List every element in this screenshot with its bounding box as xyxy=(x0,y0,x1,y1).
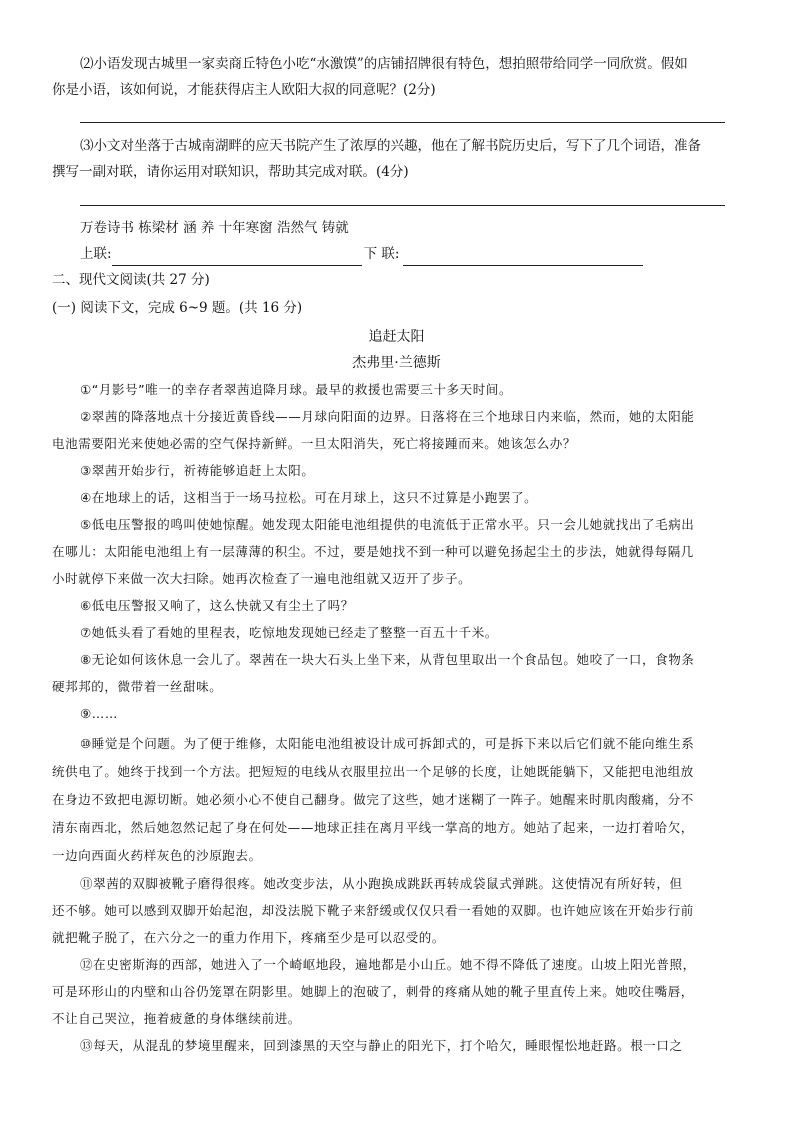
paragraph-line: ⑬每天，从混乱的梦境里醒来，回到漆黑的天空与静止的阳光下，打个哈欠，睡眼惺忪地赶路。根一口之 xyxy=(80,1038,683,1053)
lower-couplet-blank[interactable] xyxy=(403,248,643,266)
sub-section-heading: (一) 阅读下文，完成 6~9 题。(共 16 分) xyxy=(52,300,303,316)
question-2-line-1: ⑵小语发现古城里一家卖商丘特色小吃“水激馍”的店铺招牌很有特色，想拍照带给同学一同欣赏。假如 xyxy=(80,56,688,72)
lower-couplet-label: 下 联: xyxy=(363,246,400,262)
article-author: 杰弗里·兰德斯 xyxy=(352,355,441,371)
paragraph-line: 硬邦邦的，微带着一丝甜味。 xyxy=(52,679,223,694)
question-3-line-2: 撰写一副对联，请你运用对联知识，帮助其完成对联。(4分) xyxy=(52,164,409,180)
paragraph-line: ①“月影号”唯一的幸存者翠茜追降月球。最早的救援也需要三十多天时间。 xyxy=(80,382,513,397)
paragraph-line: 在哪儿：太阳能电池组上有一层薄薄的积尘。不过，要是她找不到一种可以避免扬起尘土的步法，她就得每隔几 xyxy=(52,544,694,559)
paragraph-line: ④在地球上的话，这相当于一场马拉松。可在月球上，这只不过算是小跑罢了。 xyxy=(80,490,538,505)
upper-couplet-label: 上联: xyxy=(80,246,112,262)
paragraph-line: ③翠茜开始步行，祈祷能够追赶上太阳。 xyxy=(80,463,315,478)
paragraph-line: ⑩睡觉是个问题。为了便于维修，太阳能电池组被设计成可拆卸式的，可是拆下来以后它们就不能向维生系 xyxy=(80,736,695,751)
section-heading: 二、现代文阅读(共 27 分) xyxy=(52,272,210,288)
paragraph-line: 就把靴子脱了，在六分之一的重力作用下，疼痛至少是可以忍受的。 xyxy=(52,930,446,945)
paragraph-line: ⑪翠茜的双脚被靴子磨得很疼。她改变步法，从小跑换成跳跃再转成袋鼠式弹跳。这使情况有所好转，但 xyxy=(80,876,683,891)
paragraph-line: 统供电了。她终于找到一个方法。把短短的电线从衣服里拉出一个足够的长度，让她既能躺下，又能把电池组放 xyxy=(52,764,694,779)
paragraph-line: ⑤低电压警报的鸣叫使她惊醒。她发现太阳能电池组提供的电流低于正常水平。只一会儿她就找出了毛病出 xyxy=(80,517,695,532)
paragraph-line: ⑥低电压警报又响了，这么快就又有尘土了吗？ xyxy=(80,598,354,613)
upper-couplet-blank[interactable] xyxy=(112,248,362,266)
paragraph-line: 小时就停下来做一次大扫除。她再次检查了一遍电池组就又迈开了步子。 xyxy=(52,571,472,586)
couplet-answer-row xyxy=(80,242,645,266)
answer-line-q3[interactable] xyxy=(80,205,725,206)
paragraph-line: 不让自己哭泣，拖着疲惫的身体继续前进。 xyxy=(52,1011,301,1026)
article-title: 追赶太阳 xyxy=(368,329,425,345)
paragraph-line: ⑨…… xyxy=(80,706,119,721)
paragraph-line: 一边向西面火药样灰色的沙原跑去。 xyxy=(52,848,262,863)
paragraph-line: ⑦她低头看了看她的里程表，吃惊地发现她已经走了整整一百五十千米。 xyxy=(80,625,498,640)
paragraph-line: ⑧无论如何该休息一会儿了。翠茜在一块大石头上坐下来，从背包里取出一个食品包。她咬了一口，食物条 xyxy=(80,652,695,667)
paragraph-line: 可是环形山的内壁和山谷仍笼罩在阴影里。她脚上的泡破了，刺骨的疼痛从她的靴子里直传上来。她咬住嘴唇， xyxy=(52,984,694,999)
question-3-line-1: ⑶小文对坐落于古城南湖畔的应天书院产生了浓厚的兴趣，他在了解书院历史后，写下了几个词语，准备 xyxy=(80,138,701,154)
paragraph-line: 电池需要阳光来使她必需的空气保持新鲜。一旦太阳消失，死亡将接踵而来。她该怎么办？ xyxy=(52,436,577,451)
couplet-word-bank: 万卷诗书 栋梁材 涵 养 十年寒窗 浩然气 铸就 xyxy=(80,220,349,236)
paragraph-line: ⑫在史密斯海的西部，她进入了一个崎岖地段，遍地都是小山丘。她不得不降低了速度。山坡上阳光普照， xyxy=(80,957,696,972)
paragraph-line: 清东南西北，然后她忽然记起了身在何处——地球正挂在离月平线一掌高的地方。她站了起来，一边打着哈欠， xyxy=(52,820,694,835)
answer-line-q2[interactable] xyxy=(80,122,725,123)
paragraph-line: ②翠茜的降落地点十分接近黄昏线——月球向阳面的边界。日落将在三个地球日内来临，然而，她的太阳能 xyxy=(80,409,695,424)
paragraph-line: 还不够。她可以感到双脚开始起泡，却没法脱下靴子来舒缓或仅仅只看一看她的双脚。也许她应该在开始步行前 xyxy=(52,903,694,918)
paragraph-line: 在身边不致把电源切断。她必须小心不使自己翻身。做完了这些，她才迷糊了一阵子。她醒来时肌肉酸痛，分不 xyxy=(52,792,694,807)
question-2-line-2: 你是小语，该如何说，才能获得店主人欧阳大叔的同意呢？(2分) xyxy=(52,82,436,98)
